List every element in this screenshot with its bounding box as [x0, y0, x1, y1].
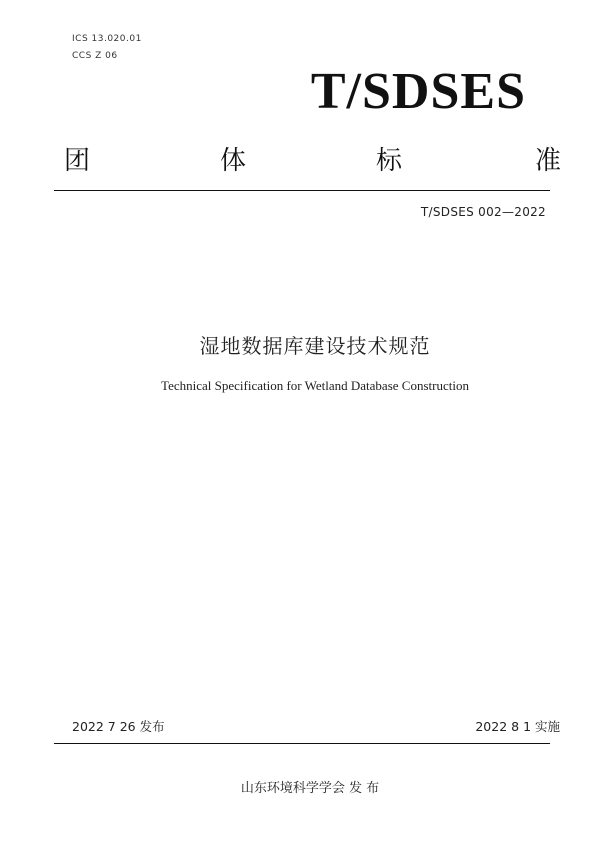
category-char-4: 准: [534, 146, 561, 176]
issue-date: 2022 7 26 发布: [72, 719, 165, 734]
ccs-code: CCS Z 06: [72, 51, 118, 61]
issuer: 山东环境科学学会 发 布: [240, 781, 380, 796]
title-english: Technical Specification for Wetland Database Construction: [161, 378, 469, 393]
category-char-1: 团: [63, 146, 90, 176]
ics-code: ICS 13.020.01: [72, 34, 142, 44]
standard-logo: T/SDSES: [310, 63, 526, 120]
standard-number: T/SDSES 002—2022: [420, 205, 546, 219]
implementation-date: 2022 8 1 实施: [475, 719, 560, 734]
category-char-3: 标: [375, 146, 402, 176]
footer-divider: [54, 743, 550, 744]
header-divider: [54, 190, 550, 191]
category-char-2: 体: [219, 146, 246, 176]
title-chinese: 湿地数据库建设技术规范: [199, 334, 431, 358]
